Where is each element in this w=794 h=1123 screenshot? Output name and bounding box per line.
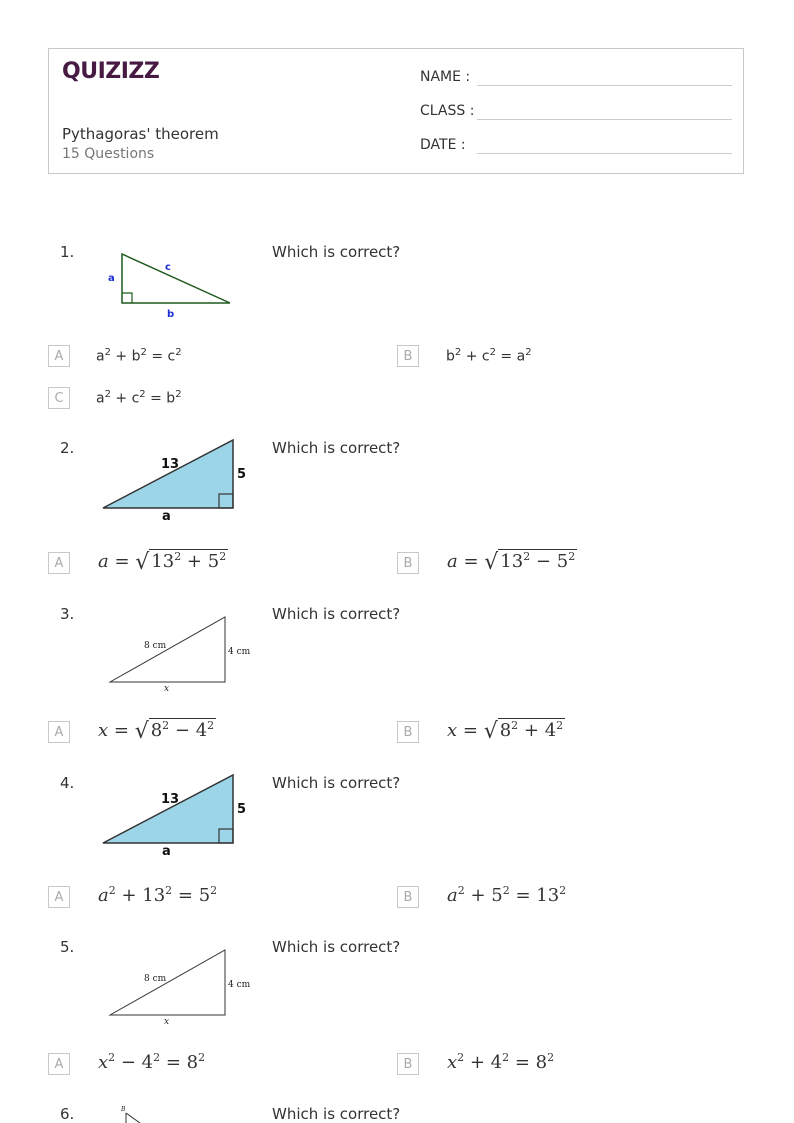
label-8cm: 8 cm [144, 974, 167, 984]
triangle-shape [103, 775, 233, 843]
q5-option-a-text[interactable]: $x^2 - 4^2 = 8^2$ [98, 1051, 206, 1073]
question-3-text: Which is correct? [272, 605, 401, 623]
q4-option-a-text[interactable]: $a^2 + 13^2 = 5^2$ [98, 884, 218, 906]
q2-option-b-text[interactable]: a = √ $13^2 - 5^2$ [447, 550, 576, 575]
triangle-shape [110, 617, 225, 682]
label-x: x [164, 684, 170, 694]
question-6-triangle [118, 1103, 148, 1123]
label-5: 5 [237, 802, 247, 817]
question-4-text: Which is correct? [272, 774, 401, 792]
label-c: c [165, 262, 171, 273]
q1-option-a-text[interactable]: $a^2 + b^2 = c^2$ [96, 347, 182, 365]
question-2-number: 2. [60, 439, 75, 457]
q1-option-b-box[interactable]: B [397, 345, 419, 367]
class-label: CLASS : [420, 103, 475, 119]
date-field[interactable] [420, 137, 475, 153]
question-6-number: 6. [60, 1105, 75, 1123]
q5-option-b-box[interactable]: B [397, 1053, 419, 1075]
question-6-text: Which is correct? [272, 1105, 401, 1123]
q2-option-a-box[interactable]: A [48, 552, 70, 574]
label-4cm: 4 cm [228, 980, 251, 990]
worksheet-title: Pythagoras' theorem [62, 125, 219, 143]
q3-option-b-box[interactable]: B [397, 721, 419, 743]
question-1-text: Which is correct? [272, 243, 401, 261]
triangle-hypotenuse [126, 1113, 140, 1123]
label-a: a [108, 273, 115, 284]
class-field[interactable] [420, 103, 475, 119]
right-angle-mark [122, 293, 132, 303]
label-4cm: 4 cm [228, 647, 251, 657]
q5-option-b-text[interactable]: $x^2 + 4^2 = 8^2$ [447, 1051, 555, 1073]
name-line[interactable] [477, 85, 732, 86]
worksheet-header [48, 48, 744, 174]
q4-option-b-box[interactable]: B [397, 886, 419, 908]
q4-option-b-text[interactable]: $a^2 + 5^2 = 13^2$ [447, 884, 567, 906]
question-2-triangle [100, 436, 252, 524]
q4-option-a-box[interactable]: A [48, 886, 70, 908]
label-x: x [164, 1017, 170, 1027]
q2-option-a-text[interactable]: a = √ $13^2 + 5^2$ [98, 550, 227, 575]
date-label: DATE : [420, 137, 466, 153]
question-1-number: 1. [60, 243, 75, 261]
name-field[interactable] [420, 69, 475, 85]
date-line[interactable] [477, 153, 732, 154]
q5-option-a-box[interactable]: A [48, 1053, 70, 1075]
question-3-triangle [106, 612, 256, 694]
question-3-number: 3. [60, 605, 75, 623]
label-b: b [167, 309, 175, 320]
q3-option-a-box[interactable]: A [48, 721, 70, 743]
class-line[interactable] [477, 119, 732, 120]
question-2-text: Which is correct? [272, 439, 401, 457]
triangle-shape [103, 440, 233, 508]
q3-option-a-text[interactable]: x = √ $8^2 - 4^2$ [98, 719, 215, 744]
question-5-number: 5. [60, 938, 75, 956]
label-13: 13 [161, 457, 180, 472]
label-a: a [162, 844, 171, 859]
q1-option-c-text[interactable]: $a^2 + c^2 = b^2$ [96, 389, 182, 407]
triangle-shape [122, 254, 230, 303]
label-5: 5 [237, 467, 247, 482]
triangle-shape [110, 950, 225, 1015]
quizizz-logo: QUIZIZZ [62, 59, 160, 84]
label-a: a [162, 509, 171, 524]
q3-option-b-text[interactable]: x = √ $8^2 + 4^2$ [447, 719, 564, 744]
question-5-text: Which is correct? [272, 938, 401, 956]
question-4-number: 4. [60, 774, 75, 792]
q1-option-a-box[interactable]: A [48, 345, 70, 367]
question-5-triangle [106, 945, 256, 1027]
label-8cm: 8 cm [144, 641, 167, 651]
question-4-triangle [100, 771, 252, 859]
q2-option-b-box[interactable]: B [397, 552, 419, 574]
label-b: B [121, 1106, 126, 1113]
question-count: 15 Questions [62, 146, 155, 162]
q1-option-c-box[interactable]: C [48, 387, 70, 409]
question-1-triangle [100, 248, 240, 322]
name-label: NAME : [420, 69, 471, 85]
label-13: 13 [161, 792, 180, 807]
q1-option-b-text[interactable]: $b^2 + c^2 = a^2$ [446, 347, 532, 365]
